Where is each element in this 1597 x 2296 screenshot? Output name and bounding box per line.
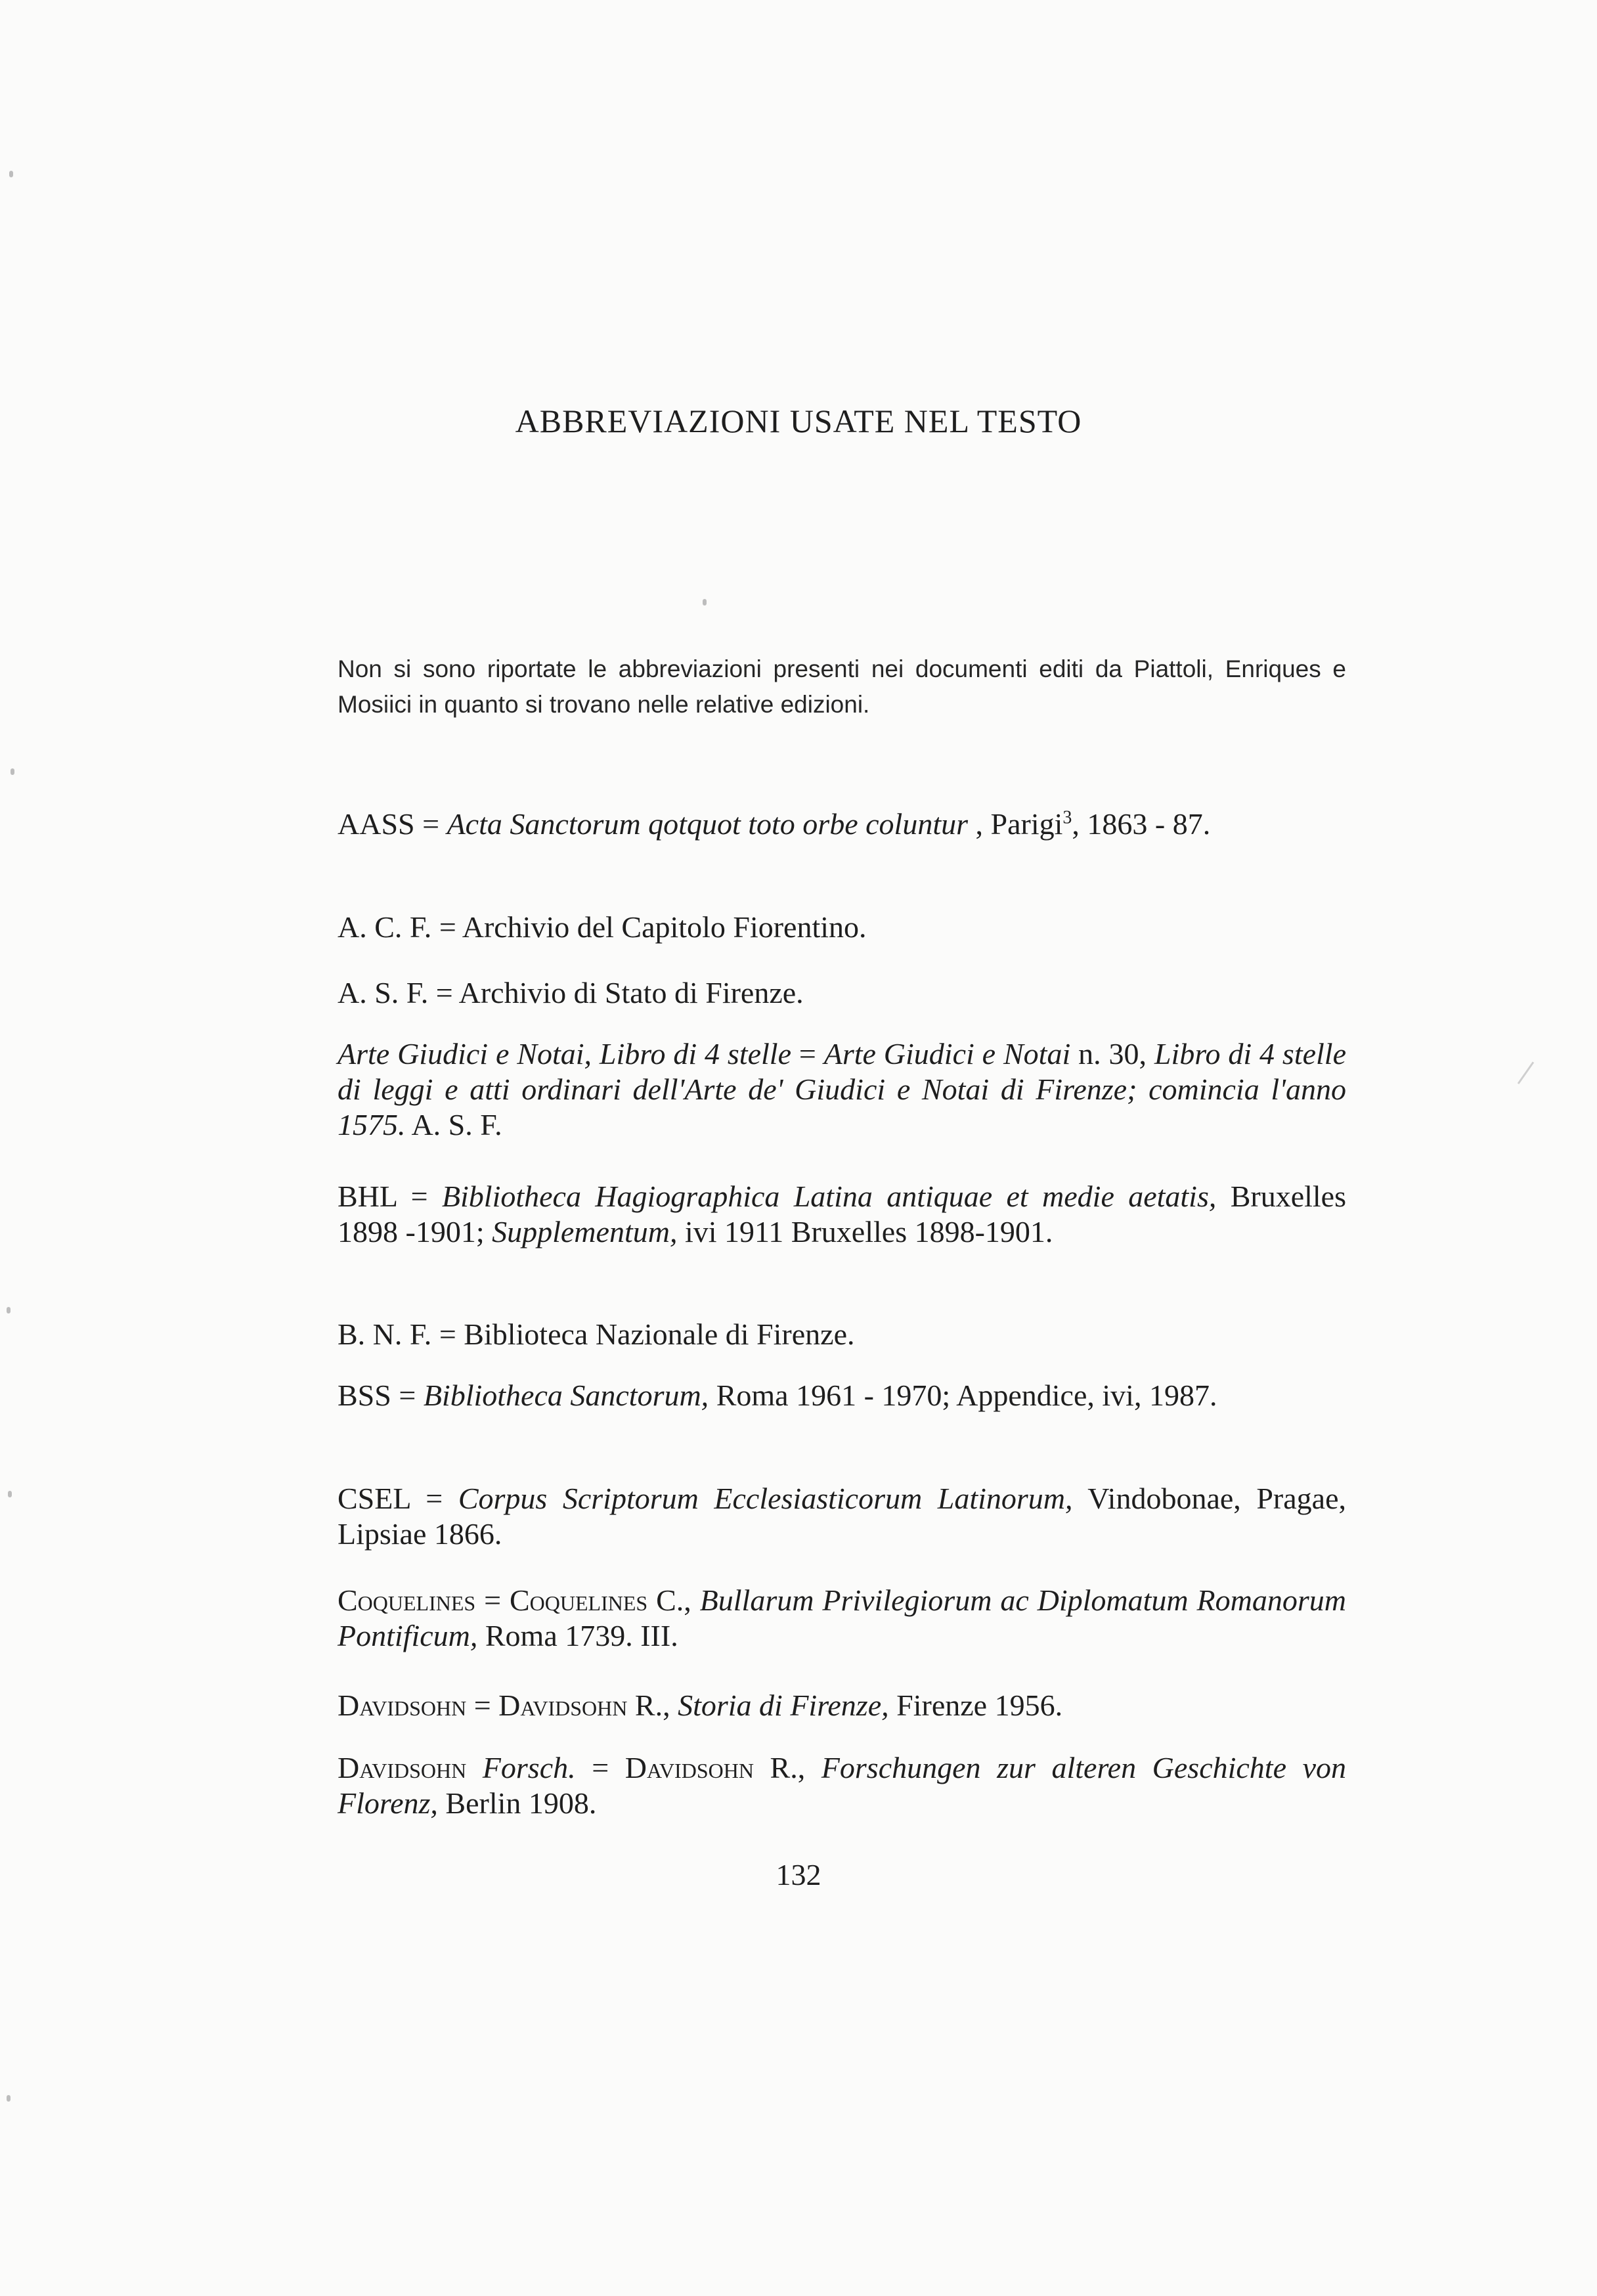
entry-asf (338, 975, 1346, 1011)
entry-tail: A. S. F. (405, 1108, 502, 1141)
entry-text: C., (647, 1583, 700, 1617)
entry-abbr: CSEL (338, 1482, 410, 1515)
entry-title: Storia di Firenze, (678, 1689, 889, 1722)
scan-speck (7, 2095, 11, 2102)
entry-abbr: BSS (338, 1379, 391, 1412)
entry-equals: = (431, 910, 462, 944)
entry-title: Acta Sanctorum qotquot toto orbe coluntur (447, 807, 968, 841)
entry-title: Bibliotheca Hagiographica Latina antiquae et medie aetatis, (441, 1180, 1217, 1213)
entry-abbr: A. C. F. (338, 910, 432, 944)
entry-abbr-suffix: Forsch. (466, 1751, 576, 1784)
entry-bnf (338, 1317, 1346, 1352)
entry-abbr: AASS (338, 807, 415, 841)
entry-abbr: B. N. F. (338, 1317, 432, 1351)
page-number: 132 (776, 1858, 821, 1891)
scan-speck (11, 768, 14, 775)
entry-title: Arte Giudici e Notai, Libro di 4 stelle (338, 1037, 791, 1071)
entry-text: n. 30, (1070, 1037, 1154, 1071)
entry-arte-giudici (338, 1036, 1346, 1143)
entry-title: Forschungen zur alteren Geschichte von Florenz, (338, 1751, 1346, 1820)
entry-author: Davidsohn (498, 1689, 628, 1722)
entry-coquelines (338, 1583, 1346, 1654)
entry-title-2: Arte Giudici e Notai (823, 1037, 1071, 1071)
entry-text: Archivio di Stato di Firenze. (458, 976, 804, 1009)
entry-bss (338, 1378, 1346, 1413)
scan-speck (9, 171, 13, 177)
entry-equals: = (410, 1482, 458, 1515)
entry-equals: = (475, 1583, 510, 1617)
entry-author: Davidsohn (624, 1751, 754, 1784)
entry-title: Corpus Scriptorum Ecclesiasticorum Latinorum, (458, 1482, 1073, 1515)
entry-equals: = (431, 1317, 464, 1351)
entry-equals: = (414, 807, 447, 841)
entry-equals: = (428, 976, 459, 1009)
scan-speck (703, 599, 707, 606)
entry-abbr: Coquelines (338, 1583, 476, 1617)
entry-equals: = (575, 1751, 625, 1784)
entry-tail: , 1863 - 87. (1072, 807, 1211, 841)
entry-equals: = (397, 1180, 442, 1213)
entry-title-3: Libro di 4 stelle di leggi e atti ordinari dell'Arte de' Giudici e Notai di Firenze; comincia l'anno 1575. (338, 1037, 1346, 1141)
entry-abbr: A. S. F. (338, 976, 429, 1009)
entry-title-2: Supplementum, (492, 1215, 678, 1248)
introductory-note: Non si sono riportate le abbreviazioni presenti nei documenti editi da Piattoli, Enriques e Mosiici in quanto si trovano nelle relative edizioni. (338, 655, 1346, 718)
entry-author: Coquelines (509, 1583, 648, 1617)
entry-equals: = (791, 1037, 824, 1071)
entry-title: Bibliotheca Sanctorum, (423, 1379, 709, 1412)
entry-tail: ivi 1911 Bruxelles 1898-1901. (677, 1215, 1053, 1248)
entry-text: , Parigi (968, 807, 1063, 841)
entry-abbr: BHL (338, 1180, 397, 1213)
entry-tail: Firenze 1956. (888, 1689, 1063, 1722)
entry-title: Bullarum Privilegiorum ac Diplomatum Romanorum Pontificum, (338, 1583, 1346, 1652)
entry-text: R., (753, 1751, 821, 1784)
entry-equals: = (391, 1379, 424, 1412)
entry-abbr: Davidsohn (338, 1751, 467, 1784)
page-title: ABBREVIAZIONI USATE NEL TESTO (515, 403, 1082, 439)
entry-tail: Berlin 1908. (437, 1786, 597, 1820)
entry-tail: Roma 1739. III. (477, 1619, 678, 1652)
entry-davidsohn (338, 1688, 1346, 1723)
scan-speck (7, 1307, 11, 1314)
entry-text: Roma 1961 - 1970; Appendice, ivi, 1987. (709, 1379, 1217, 1412)
entry-equals: = (466, 1689, 499, 1722)
entry-bhl (338, 1179, 1346, 1250)
entry-csel (338, 1481, 1346, 1552)
scan-speck (8, 1491, 12, 1497)
entry-text: Biblioteca Nazionale di Firenze. (464, 1317, 855, 1351)
entry-acf (338, 910, 1346, 945)
scan-mark (1518, 1061, 1546, 1092)
entry-text: Bruxelles 1898 -1901; (338, 1180, 1347, 1248)
entry-superscript: 3 (1062, 807, 1072, 828)
entry-davidsohn-forsch (338, 1750, 1346, 1821)
entry-text: Vindobonae, Pragae, Lipsiae 1866. (338, 1482, 1346, 1551)
entry-aass (338, 806, 1346, 842)
entry-abbr: Davidsohn (338, 1689, 467, 1722)
entry-text: R., (627, 1689, 678, 1722)
entry-text: Archivio del Capitolo Fiorentino. (462, 910, 867, 944)
